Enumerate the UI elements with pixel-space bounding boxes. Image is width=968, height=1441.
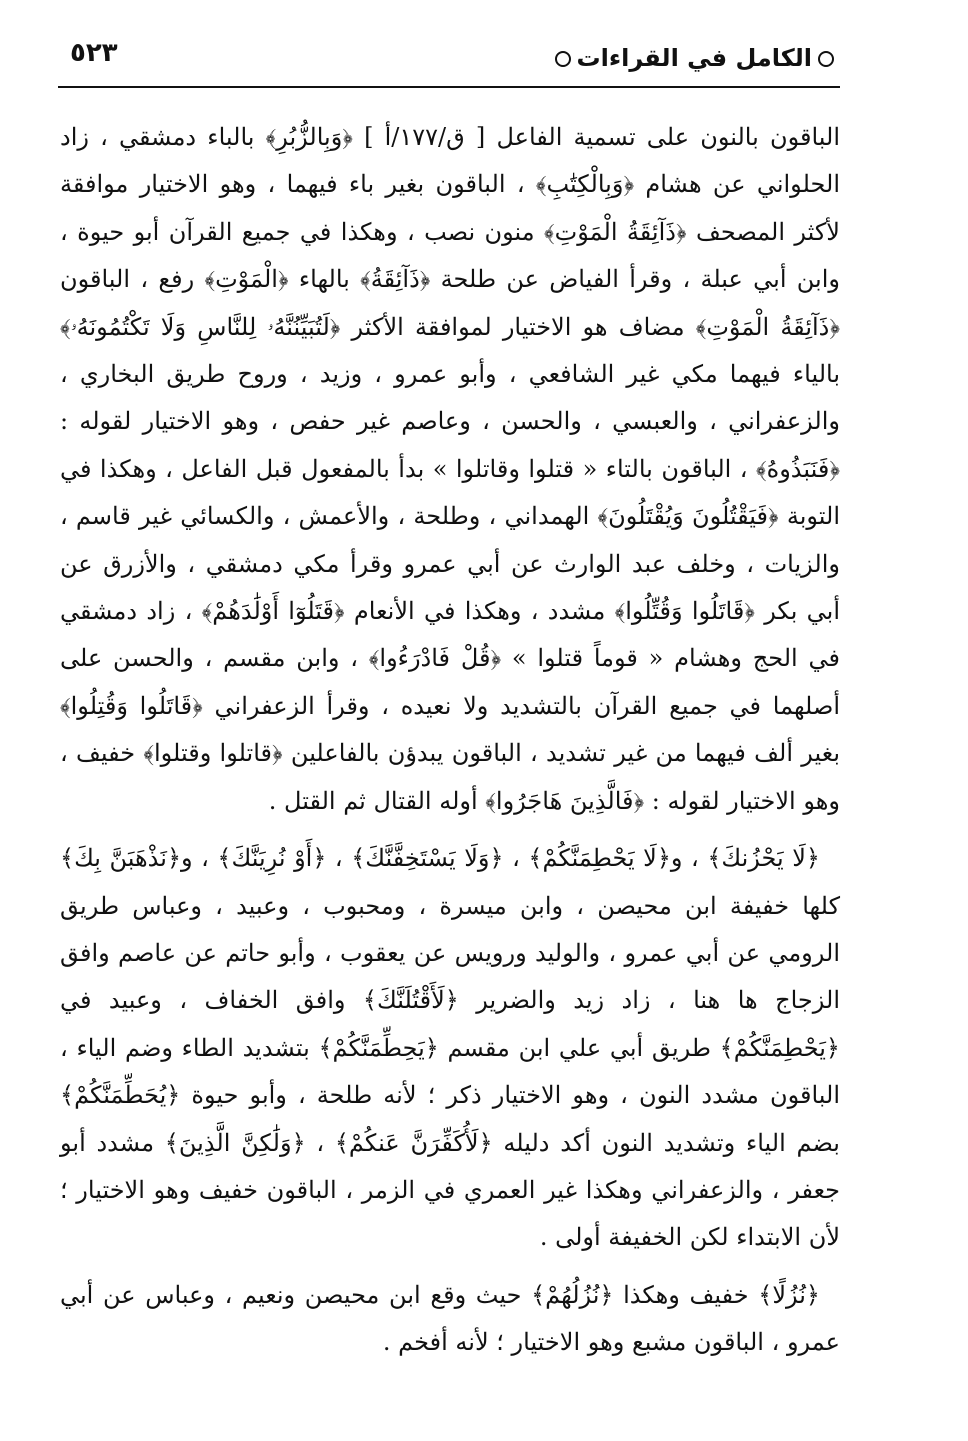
page-number: ٥٢٣ (70, 38, 118, 68)
running-title: الكامل في القراءات (576, 44, 812, 72)
circle-ornament-icon (555, 51, 571, 67)
paragraph-1: الباقون بالنون على تسمية الفاعل [ ق/١٧٧/أ ] ﴿وَبِالزُّبُرِ﴾ بالباء دمشقي ، زاد الحلواني عن هشام ﴿وَبِالْكِتَٰبِ﴾ ، الباقون بغير باء فيهما ، وهو الاختيار موافقة لأكثر المصحف ﴿ذَآئِقَةُ الْمَوْتِ﴾ منون نصب ، وهكذا في جميع القرآن أبو حيوة ، وابن أبي عبلة ، وقرأ الفياض عن طلحة ﴿ذَآئِقَةُ﴾ بالهاء ﴿الْمَوْتِ﴾ رفع ، الباقون ﴿ذَآئِقَةُ الْمَوْتِ﴾ مضاف هو الاختيار لموافقة الأكثر ﴿لَتُبَيِّنُنَّهُۥ لِلنَّاسِ وَلَا تَكْتُمُونَهُۥ﴾ بالياء فيهما مكي غير الشافعي ، وأبو عمرو ، وزيد ، وروح طريق البخاري ، والزعفراني ، والعبسي ، والحسن ، وعاصم غير حفص ، وهو الاختيار لقوله : ﴿فَنَبَذُوهُ﴾ ، الباقون بالتاء « قتلوا وقاتلوا » بدأ بالمفعول قبل الفاعل ، وهكذا في التوبة ﴿فَيَقْتُلُونَ وَيُقْتَلُونَ﴾ الهمداني ، وطلحة ، والأعمش ، والكسائي غير قاسم ، والزيات ، وخلف عبد الوارث عن أبي عمرو وقرأ مكي دمشقي ، والأزرق عن أبي بكر ﴿قَاتَلُوا وَقُتِّلُوا﴾ مشدد ، وهكذا في الأنعام ﴿قَتَلُوٓا أَوْلَٰدَهُمْ﴾ ، زاد دمشقي في الحج وهشام « قوماً قتلوا » ﴿قُلْ فَادْرَءُوا﴾ ، وابن مقسم ، والحسن على أصلهما في جميع القرآن بالتشديد ولا نعيده ، وقرأ الزعفراني ﴿قَاتَلُوا وَقُتِلُوا﴾ بغير ألف فيهما من غير تشديد ، الباقون يبدؤن بالفاعلين ﴿قاتلوا وقتلوا﴾ خفيف ، وهو الاختيار لقوله : ﴿فَالَّذِينَ هَاجَرُوا﴾ أوله القتال ثم القتل . (60, 123, 840, 815)
page-body (60, 114, 840, 1367)
paragraph-2: ﴿لَا يَحْزُنكَ﴾ ، و﴿لَا يَحْطِمَنَّكُمْ﴾ ، ﴿وَلَا يَسْتَخِفَّنَّكَ﴾ ، ﴿أَوْ نُرِيَنَّكَ﴾ ، و﴿نَذْهَبَنَّ بِكَ﴾ كلها خفيفة ابن محيصن ، وابن ميسرة ، ومحبوب ، وعبيد ، وعباس طريق الرومي عن أبي عمرو ، والوليد ورويس عن يعقوب ، وأبو حاتم عن عاصم وافق الزجاج ها هنا ، زاد زيد والضرير ﴿لَأَقْتُلَنَّكَ﴾ وافق الخفاف ، وعبيد في ﴿يَحْطِمَنَّكُمْ﴾ طريق أبي علي ابن مقسم ﴿يَحِطِّمَنَّكُمْ﴾ بتشديد الطاء وضم الياء ، الباقون مشدد النون ، وهو الاختيار ذكر ؛ لأنه طلحة ، وأبو حيوة ﴿يُحَطِّمَنَّكُمْ﴾ بضم الياء وتشديد النون أكد دليله ﴿لَأُكَفِّرَنَّ عَنكُمْ﴾ ، ﴿وَلَٰكِنَّ الَّذِينَ﴾ مشدد أبو جعفر ، والزعفراني وهكذا غير العمري في الزمر ، الباقون خفيف وهو الاختيار ؛ لأن الابتداء لكن الخفيفة أولى . (60, 844, 840, 1252)
running-title-container (549, 44, 840, 72)
page-header (58, 36, 840, 88)
circle-ornament-icon (818, 51, 834, 67)
paragraph-3: ﴿نُزُلًا﴾ خفيف وهكذا ﴿نُزُلُهُمْ﴾ حيث وقع ابن محيصن ونعيم ، وعباس عن أبي عمرو ، الباقون مشبع وهو الاختيار ؛ لأنه أفخم . (60, 1280, 840, 1357)
